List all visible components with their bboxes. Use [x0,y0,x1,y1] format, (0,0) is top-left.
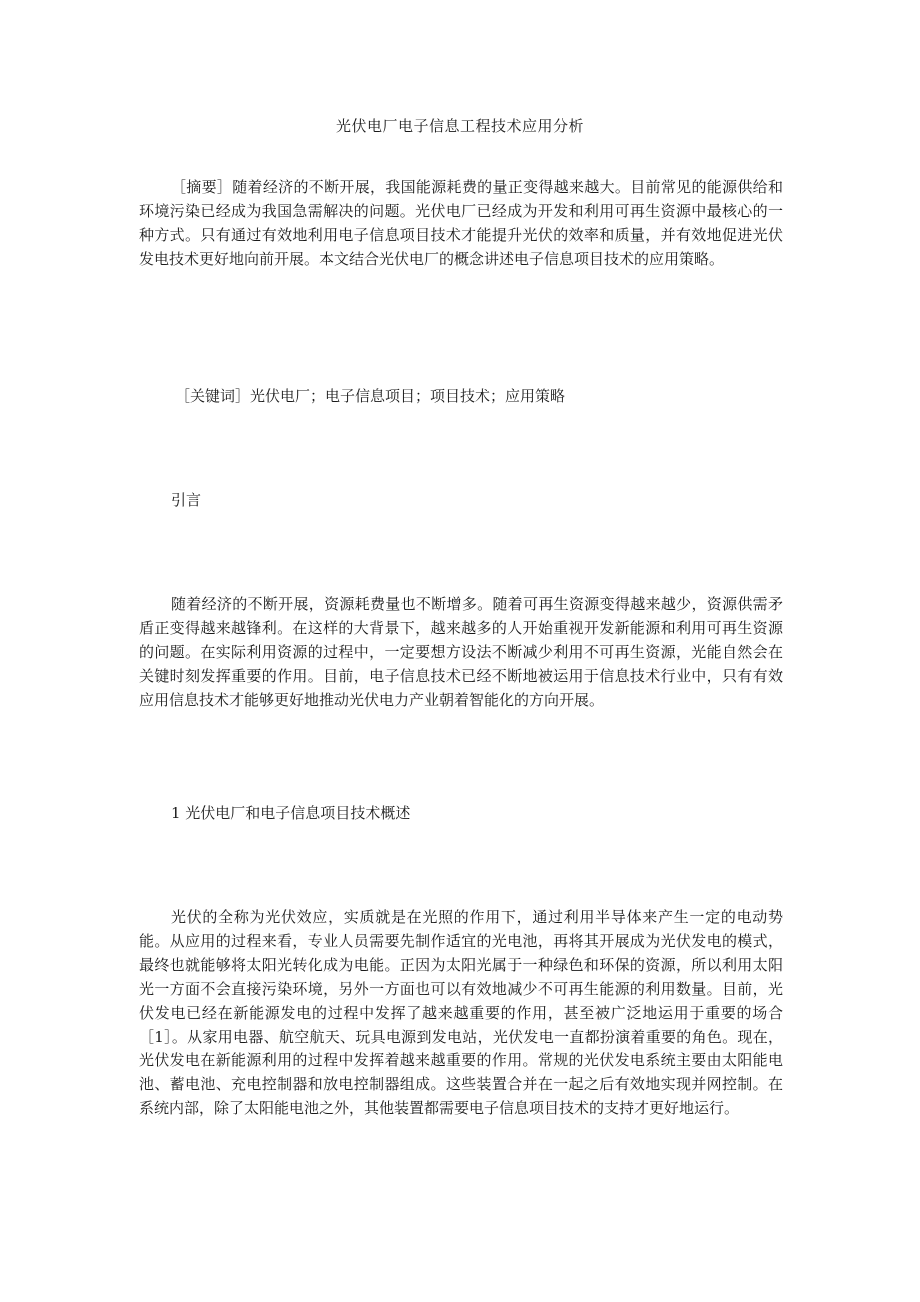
section-1-paragraph: 光伏的全称为光伏效应，实质就是在光照的作用下，通过利用半导体来产生一定的电动势能。从应用的过程来看，专业人员需要先制作适宜的光电池，再将其开展成为光伏发电的模式，最终也就能够将太阳光转化成为电能。正因为太阳光属于一种绿色和环保的资源，所以利用太阳光一方面不会直接污染环境，另外一方面也可以有效地减少不可再生能源的利用数量。目前，光伏发电已经在新能源发电的过程中发挥了越来越重要的作用，甚至被广泛地运用于重要的场合［1］。从家用电器、航空航天、玩具电源到发电站，光伏发电一直都扮演着重要的角色。现在，光伏发电在新能源利用的过程中发挥着越来越重要的作用。常规的光伏发电系统主要由太阳能电池、蓄电池、充电控制器和放电控制器组成。这些装置合并在一起之后有效地实现并网控制。在系统内部，除了太阳能电池之外，其他装置都需要电子信息项目技术的支持才更好地运行。 [139,908,783,1118]
section-1-heading: 1 光伏电厂和电子信息项目技术概述 [171,804,411,822]
intro-heading: 引言 [171,491,202,509]
intro-paragraph: 随着经济的不断开展，资源耗费量也不断增多。随着可再生资源变得越来越少，资源供需矛盾正变得越来越锋利。在这样的大背景下，越来越多的人开始重视开发新能源和利用可再生资源的问题。在实际利用资源的过程中，一定要想方设法不断减少利用不可再生资源，光能自然会在关键时刻发挥重要的作用。目前，电子信息技术已经不断地被运用于信息技术行业中，只有有效应用信息技术才能够更好地推动光伏电力产业朝着智能化的方向开展。 [139,595,783,709]
abstract-paragraph: ［摘要］随着经济的不断开展，我国能源耗费的量正变得越来越大。目前常见的能源供给和环境污染已经成为我国急需解决的问题。光伏电厂已经成为开发和利用可再生资源中最核心的一种方式。只有通过有效地利用电子信息项目技术才能提升光伏的效率和质量，并有效地促进光伏发电技术更好地向前开展。本文结合光伏电厂的概念讲述电子信息项目技术的应用策略。 [139,178,783,268]
document-title: 光伏电厂电子信息工程技术应用分析 [335,117,584,135]
keywords-line: ［关键词］光伏电厂；电子信息项目；项目技术；应用策略 [175,387,566,405]
